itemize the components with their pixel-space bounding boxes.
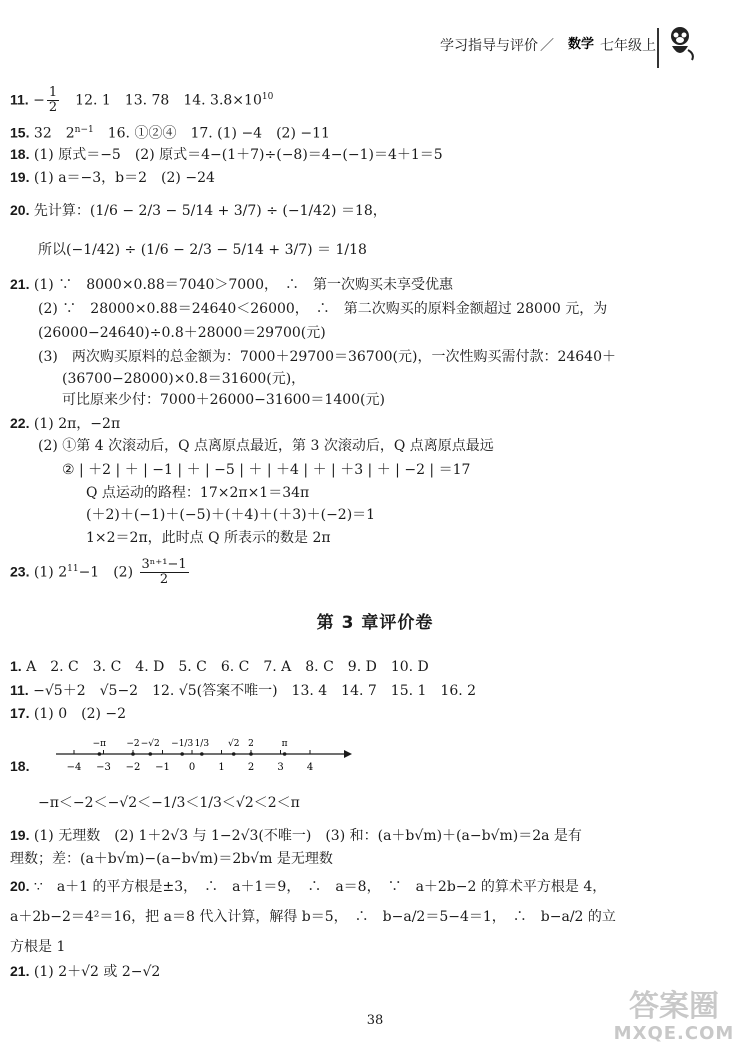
tick-label: 1 — [218, 762, 225, 773]
answer-21-part2: (2) ∵ 28000×0.88＝24640＜26000， ∴ 第二次购买的原料金额超过 28000 元，为 — [38, 301, 608, 317]
point-label: 2 — [248, 739, 254, 749]
answer-21-part3: (3) 两次购买原料的总金额为：7000＋29700＝36700(元)，一次性购买需付款：24640＋ — [38, 349, 616, 365]
answer-22: 22. (1) 2π，−2π — [10, 415, 121, 432]
answer-11: 11. − $\frac{1}{2}$ 12. 1 13. 78 14. $3.8\times 10^{10}$ — [10, 85, 274, 115]
answer-23: 23. (1) $2^{11}-1$ (2) $\frac{\text{3ⁿ⁺¹−1}}{2}$ — [10, 557, 187, 587]
point-marker — [148, 752, 152, 756]
question-number: 11. — [10, 91, 29, 108]
header-separator: ／ — [540, 38, 554, 54]
subject-badge: 数学 — [568, 37, 595, 52]
tick-label: 4 — [306, 762, 314, 773]
watermark-logo: 答案圈 MXQE.COM — [613, 989, 735, 1044]
grade-label: 七年级上 — [600, 38, 656, 54]
answer-19: 19. (1) a＝−3，b＝2 (2) −24 — [10, 169, 215, 186]
header-divider — [657, 28, 659, 68]
point-marker — [131, 752, 135, 756]
answer-22-sum: (＋2)＋(−1)＋(−5)＋(＋4)＋(＋3)＋(−2)＝1 — [86, 507, 376, 523]
answer-22-path: Q 点运动的路程：17×2π×1＝34π — [86, 485, 310, 501]
point-marker — [180, 752, 184, 756]
answer-20-end: 方根是 1 — [10, 939, 66, 955]
answer-20-cont: 所以(−1/42) ÷ (1/6 − 2/3 − 5/14 + 3/7) ＝ 1/18 — [38, 242, 367, 258]
answer-11-16: 11. −√5＋2 √5−2 12. √5(答案不唯一) 13. 4 14. 7 15. 1 16. 2 — [10, 682, 477, 699]
page-number: 38 — [366, 1013, 384, 1028]
answer-18-ordering: −π＜−2＜−√2＜−1/3＜1/3＜√2＜2＜π — [38, 795, 300, 811]
point-label: −π — [92, 739, 107, 749]
tick-label: −2 — [125, 762, 141, 773]
answer-21-part3-result: 可比原来少付：7000＋26000−31600＝1400(元) — [62, 392, 385, 408]
tick-label: −4 — [66, 762, 82, 773]
point-marker — [98, 752, 102, 756]
point-label: −2 — [126, 739, 140, 749]
answer-18: 18. (1) 原式＝−5 (2) 原式＝4−(1＋7)÷(−8)＝4−(−1)＝4＋1＝5 — [10, 146, 443, 163]
point-label: −1/3 — [171, 739, 194, 749]
answer-21: 21. (1) 2＋√2 或 2−√2 — [10, 963, 161, 980]
fraction: $\frac{\text{3ⁿ⁺¹−1}}{2}$ — [141, 557, 187, 587]
answer-18-label: 18. — [10, 758, 30, 774]
point-label: √2 — [227, 739, 240, 749]
answer-1-10: 1. A 2. C 3. C 4. D 5. C 6. C 7. A 8. C 9. D 10. D — [10, 658, 429, 675]
book-title: 学习指导与评价 — [440, 38, 538, 54]
answer-19-cont: 理数；差：(a＋b√m)−(a−b√m)＝2b√m 是无理数 — [10, 851, 333, 867]
answer-20: 20. 先计算：(1/6 − 2/3 − 5/14 + 3/7) ÷ (−1/42) ＝18， — [10, 202, 387, 219]
fraction: $\frac{1}{2}$ — [48, 85, 58, 115]
point-label: π — [281, 739, 288, 749]
section-title: 第 3 章评价卷 — [316, 613, 434, 633]
point-marker — [200, 752, 204, 756]
answer-20: 20. ∵ a＋1 的平方根是±3， ∴ a＋1＝9， ∴ a＝8， ∵ a＋2b−2 的算术平方根是 4， — [10, 878, 607, 895]
answer-20-cont: a＋2b−2＝4²＝16，把 a＝8 代入计算，解得 b＝5， ∴ b−a/2＝5−4＝1， ∴ b−a/2 的立 — [10, 909, 616, 925]
answer-17: 17. (1) 0 (2) −2 — [10, 705, 127, 722]
answer-22-part2: (2) ①第 4 次滚动后，Q 点离原点最近，第 3 次滚动后，Q 点离原点最远 — [38, 438, 494, 454]
point-label: −√2 — [140, 739, 160, 749]
answer-15: 15. 32 $2^{n-1}$ 16. ①②④ 17. (1) −4 (2) −11 — [10, 124, 330, 142]
answer-22-part2-b: ② | ＋2 | ＋ | −1 | ＋ | −5 | ＋ | ＋4 | ＋ | ＋3 | ＋ | −2 | ＝17 — [62, 462, 471, 478]
point-marker — [249, 752, 253, 756]
answer-21: 21. (1) ∵ 8000×0.88＝7040＞7000， ∴ 第一次购买未享受优惠 — [10, 276, 453, 293]
tick-label: −3 — [96, 762, 111, 773]
number-line-arrow — [344, 750, 352, 758]
answer-22-final: 1×2＝2π，此时点 Q 所表示的数是 2π — [86, 530, 331, 546]
tick-label: −1 — [155, 762, 170, 773]
tick-label: 3 — [277, 762, 284, 773]
point-marker — [283, 752, 287, 756]
tick-label: 0 — [188, 762, 196, 773]
answer-21-part3-cont: (36700−28000)×0.8＝31600(元)， — [62, 371, 306, 387]
answer-21-part2-cont: (26000−24640)÷0.8＋28000＝29700(元) — [38, 325, 326, 341]
answer-19: 19. (1) 无理数 (2) 1＋2√3 与 1−2√3(不唯一) (3) 和：(a＋b√m)＋(a−b√m)＝2a 是有 — [10, 827, 582, 844]
monkey-mascot-icon — [664, 22, 696, 62]
number-line-diagram — [52, 724, 372, 784]
point-marker — [232, 752, 236, 756]
point-label: 1/3 — [194, 739, 210, 749]
tick-label: 2 — [247, 762, 255, 773]
